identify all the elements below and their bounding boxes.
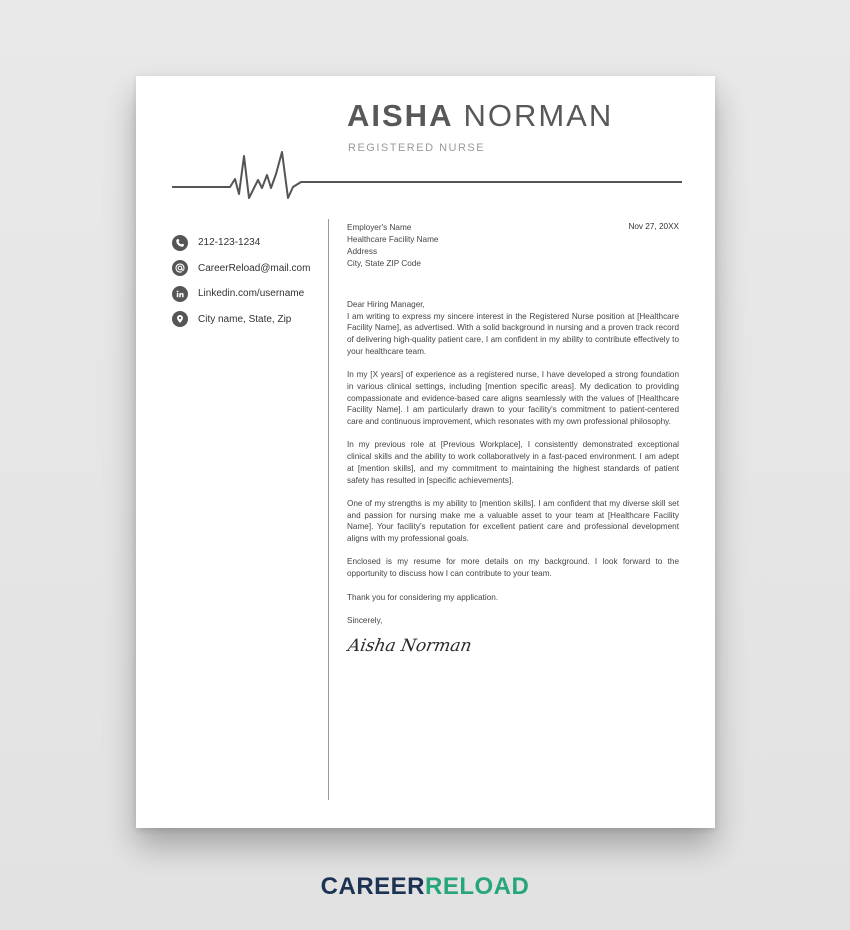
letter-content [346, 222, 679, 656]
paragraph-2: In my [X years] of experience as a registered nurse, I have developed a strong foundation in various clinical settings, including [mention specific areas]. My dedication to providing compassionate and evidence-based care aligns seamlessly with the values of [Healthcare Facility Name]. I am particularly drawn to your facility's commitment to patient-centered care and continuous improvement, which resonates with my own professional philosophy. [347, 370, 679, 427]
last-name: NORMAN [463, 98, 614, 133]
employer-street: Address [347, 247, 378, 256]
location-icon [172, 311, 188, 327]
paragraph-6: Thank you for considering my application. [347, 592, 499, 602]
job-title: REGISTERED NURSE [348, 142, 486, 154]
contact-phone [172, 230, 310, 256]
paragraph-3: In my previous role at [Previous Workplace], I consistently demonstrated exceptional clinical skills and the ability to work collaboratively in a fast-paced environment. I am adept at [mention skills], and my commitment to maintaining the highest standards of patient safety has resulted in [specific achievements]. [347, 440, 679, 485]
contact-linkedin [172, 281, 310, 307]
contact-list [172, 230, 310, 332]
greeting: Dear Hiring Manager, [347, 300, 425, 309]
first-name: AISHA [347, 98, 454, 133]
brand-career: CAREER [320, 873, 425, 900]
linkedin-icon [172, 286, 188, 302]
phone-icon [172, 235, 188, 251]
paragraph-5: Enclosed is my resume for more details on my background. I look forward to the opportunity to discuss how I can contribute to your team. [347, 557, 679, 579]
facility-name: Healthcare Facility Name [347, 235, 439, 244]
heartbeat-line-icon [172, 150, 682, 210]
location-text: City name, State, Zip [198, 313, 292, 325]
paragraph-4: One of my strengths is my ability to [mention skills]. I am confident that my diverse skill set and passion for nursing make me a valuable asset to your team at [Healthcare Facility Name]. Your facility's reputation for excellent patient care and professional development aligns with my professional goals. [347, 498, 679, 544]
brand-reload: RELOAD [425, 873, 530, 900]
linkedin-text: Linkedin.com/username [198, 288, 305, 300]
closing: Sincerely, [347, 615, 383, 625]
phone-text: 212-123-1234 [198, 237, 261, 249]
contact-location [172, 307, 310, 333]
letter-body [346, 299, 679, 656]
column-divider [328, 219, 329, 800]
email-text: CareerReload@mail.com [198, 262, 311, 274]
letter-date: Nov 27, 20XX [628, 222, 679, 231]
contact-email [172, 256, 310, 282]
signature: Aisha Norman [346, 635, 474, 656]
employer-name: Employer's Name [347, 223, 412, 232]
employer-city: City, State ZIP Code [347, 259, 421, 268]
brand-logo [0, 873, 850, 901]
cover-letter-page [136, 76, 715, 828]
candidate-name [347, 98, 613, 134]
paragraph-1: I am writing to express my sincere interest in the Registered Nurse position at [Healthcare Facility Name], as advertised. With a solid background in nursing and a proven track record of delivering high-quality patient care, I am confident in my ability to contribute effectively to your healthcare team. [347, 311, 679, 356]
email-icon [172, 260, 188, 276]
